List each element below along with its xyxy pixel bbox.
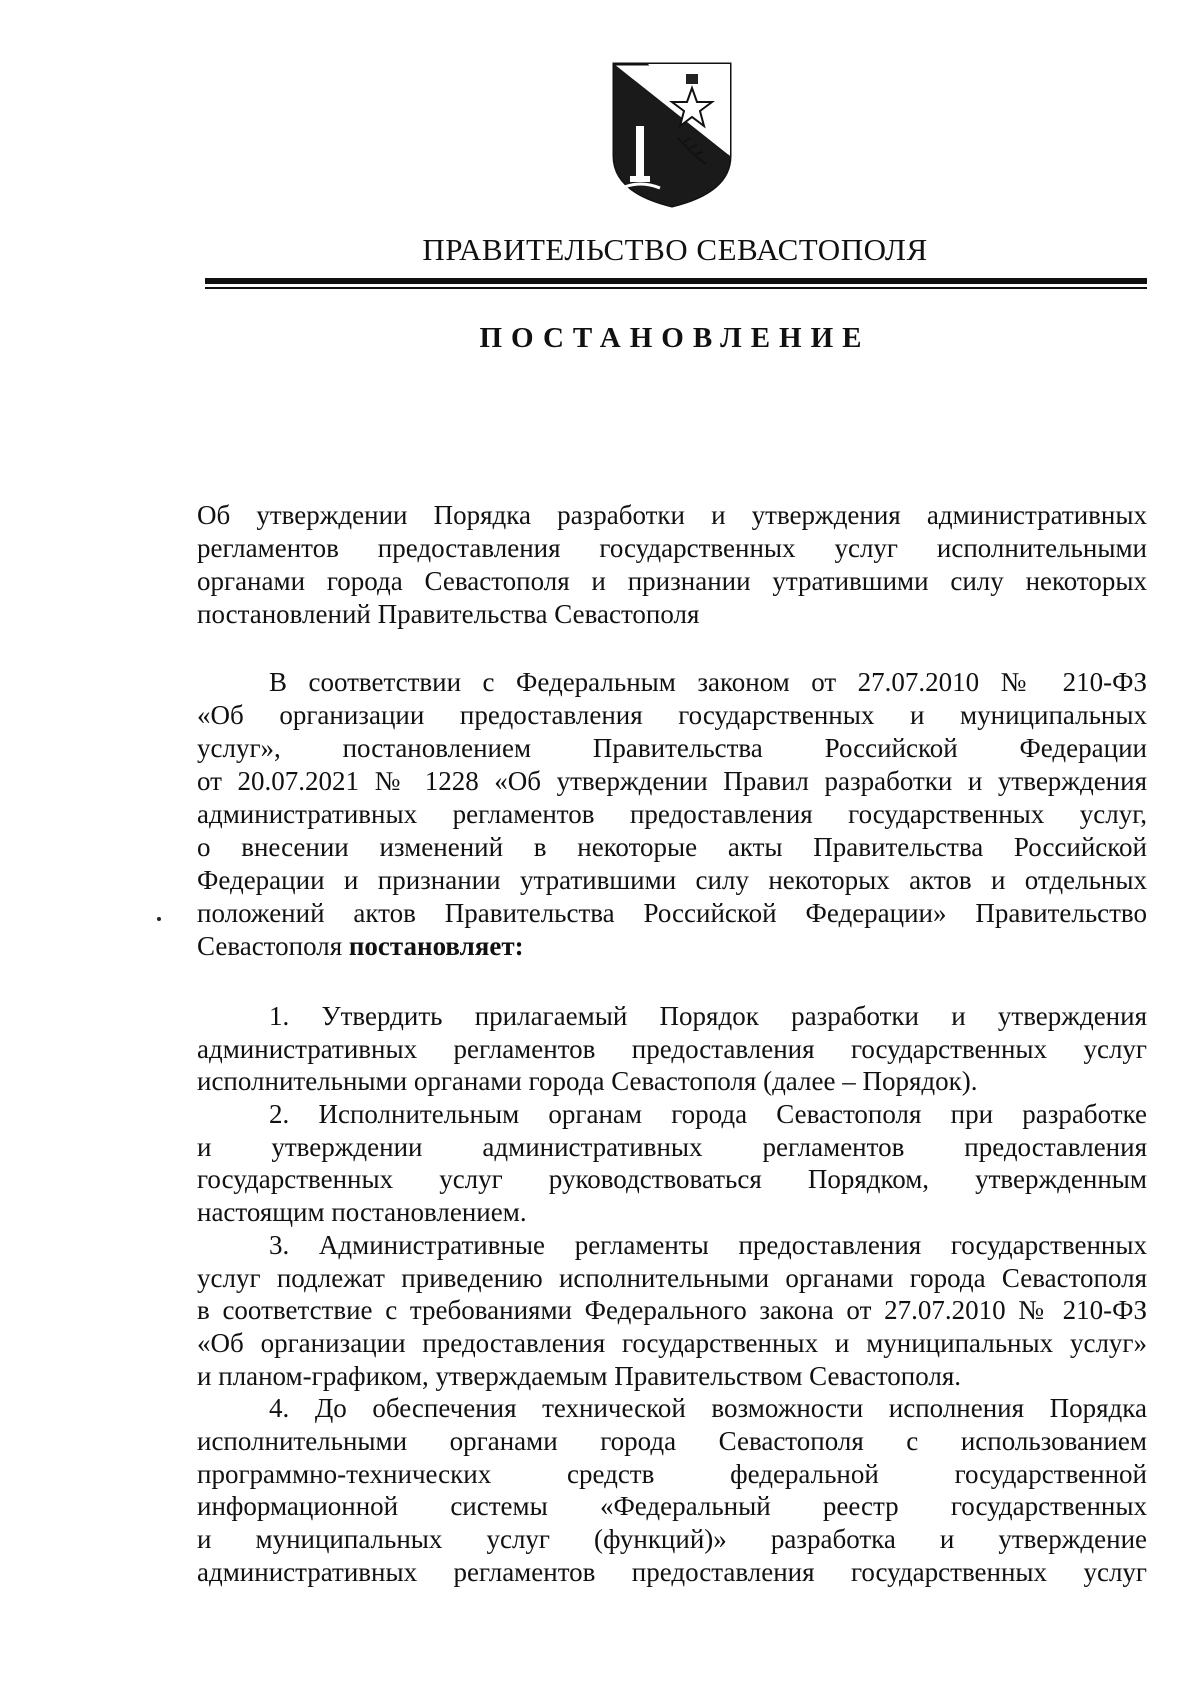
subject-line: регламентов предоставления государственных услуг исполнительными [197, 533, 1147, 563]
preamble-line: положений актов Правительства Российской Федерации» Правительство [197, 898, 1147, 928]
preamble-final-line [197, 930, 1147, 963]
preamble-line: о внесении изменений в некоторые акты Правительства Российской [197, 832, 1147, 862]
item-4-line: и муниципальных услуг (функций)» разработка и утверждение [197, 1524, 1147, 1554]
preamble-line: Федерации и признании утратившими силу некоторых актов и отдельных [197, 865, 1147, 895]
item-4-line: информационной системы «Федеральный реестр государственных [197, 1491, 1147, 1522]
preamble-paragraph [197, 666, 1147, 963]
subject-line: органами города Севастополя и признании утратившими силу некоторых [197, 566, 1147, 596]
margin-mark [157, 917, 161, 921]
item-4-line: административных регламентов предоставления государственных услуг [197, 1556, 1147, 1587]
preamble-line: административных регламентов предоставления государственных услуг, [197, 799, 1147, 829]
item-4-line: программно-технических средств федеральной государственной [197, 1458, 1147, 1489]
subject-line: постановлений Правительства Севастополя [197, 599, 700, 629]
item-2-line: и утверждении административных регламентов предоставления [197, 1131, 1147, 1162]
item-3-line: в соответствие с требованиями Федерального закона от 27.07.2010 № 210-ФЗ [197, 1295, 1147, 1326]
preamble-line: В соответствии с Федеральным законом от 27.07.2010 № 210-ФЗ [269, 667, 1147, 697]
item-3-line: «Об организации предоставления государственных и муниципальных услуг» [197, 1327, 1147, 1358]
header-rule-thin [205, 287, 1147, 289]
item-1-line: исполнительными органами города Севастополя (далее – Порядок). [197, 1066, 978, 1097]
header-rule-thick [205, 278, 1147, 284]
item-1-line: административных регламентов предоставления государственных услуг [197, 1033, 1147, 1064]
resolution-items [197, 1000, 1147, 1588]
document-type-title: ПОСТАНОВЛЕНИЕ [479, 322, 871, 354]
item-2-line: настоящим постановлением. [197, 1197, 527, 1228]
item-2-line: 2. Исполнительным органам города Севастополя при разработке [269, 1099, 1147, 1130]
item-3-line: и планом-графиком, утверждаемым Правительством Севастополя. [197, 1360, 962, 1391]
item-4-line: 4. До обеспечения технической возможности исполнения Порядка [269, 1393, 1147, 1424]
preamble-line: «Об организации предоставления государственных и муниципальных [197, 700, 1147, 730]
resolves-keyword: постановляет: [348, 931, 524, 961]
item-4-line: исполнительными органами города Севастополя с использованием [197, 1425, 1147, 1456]
item-3-line: услуг подлежат приведению исполнительными органами города Севастополя [197, 1262, 1147, 1293]
preamble-line: услуг», постановлением Правительства Российской Федерации [197, 733, 1147, 763]
document-subject [197, 499, 1147, 631]
sevastopol-coat-of-arms-icon [608, 60, 736, 210]
item-1-line: 1. Утвердить прилагаемый Порядок разработки и утверждения [269, 1001, 1147, 1031]
preamble-line: от 20.07.2021 № 1228 «Об утверждении Правил разработки и утверждения [197, 766, 1147, 796]
subject-line: Об утверждении Порядка разработки и утверждения административных [197, 500, 1147, 530]
preamble-final-text: Севастополя [197, 931, 349, 961]
item-3-line: 3. Административные регламенты предоставления государственных [269, 1229, 1147, 1260]
item-2-line: государственных услуг руководствоваться Порядком, утвержденным [197, 1164, 1147, 1195]
organization-name: ПРАВИТЕЛЬСТВО СЕВАСТОПОЛЯ [422, 232, 928, 267]
